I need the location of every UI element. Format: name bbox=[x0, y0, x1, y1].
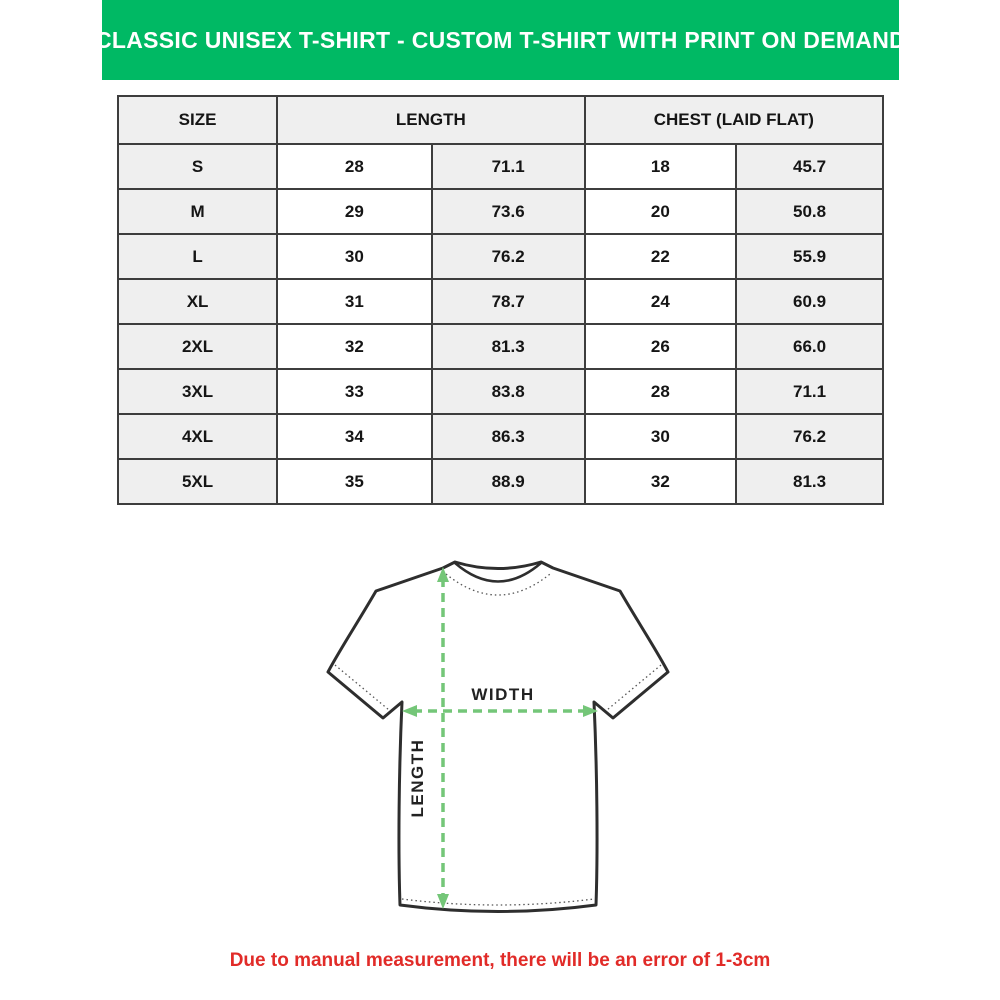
cell-chest-in: 24 bbox=[585, 279, 736, 324]
tshirt-body-outline bbox=[328, 562, 668, 912]
cell-chest-cm: 60.9 bbox=[736, 279, 883, 324]
length-label: LENGTH bbox=[408, 738, 427, 818]
product-banner bbox=[94, 0, 907, 80]
cell-length-cm: 81.3 bbox=[432, 324, 585, 369]
cell-length-in: 30 bbox=[277, 234, 432, 279]
cell-size: L bbox=[118, 234, 277, 279]
cell-size: 5XL bbox=[118, 459, 277, 504]
table-row bbox=[118, 144, 883, 189]
cell-size: 3XL bbox=[118, 369, 277, 414]
product-title: CLASSIC UNISEX T-SHIRT - CUSTOM T-SHIRT WITH PRINT ON DEMAND bbox=[94, 26, 907, 53]
width-label: WIDTH bbox=[471, 685, 535, 704]
cell-length-cm: 83.8 bbox=[432, 369, 585, 414]
table-row bbox=[118, 324, 883, 369]
table-header-row bbox=[118, 96, 883, 144]
cell-length-cm: 88.9 bbox=[432, 459, 585, 504]
measurement-disclaimer: Due to manual measurement, there will be an error of 1-3cm bbox=[229, 950, 771, 971]
tshirt-outline-drawing bbox=[325, 548, 675, 923]
column-header-length: LENGTH bbox=[277, 96, 585, 144]
cell-chest-in: 22 bbox=[585, 234, 736, 279]
cell-size: M bbox=[118, 189, 277, 234]
cell-size: 2XL bbox=[118, 324, 277, 369]
cell-length-in: 29 bbox=[277, 189, 432, 234]
cell-length-cm: 71.1 bbox=[432, 144, 585, 189]
column-header-chest: CHEST (LAID FLAT) bbox=[585, 96, 883, 144]
cell-length-in: 32 bbox=[277, 324, 432, 369]
cell-chest-in: 30 bbox=[585, 414, 736, 459]
cell-chest-in: 20 bbox=[585, 189, 736, 234]
cell-chest-in: 32 bbox=[585, 459, 736, 504]
table-row bbox=[118, 234, 883, 279]
cell-length-in: 31 bbox=[277, 279, 432, 324]
cell-size: XL bbox=[118, 279, 277, 324]
cell-length-cm: 73.6 bbox=[432, 189, 585, 234]
cell-length-cm: 86.3 bbox=[432, 414, 585, 459]
cell-chest-cm: 71.1 bbox=[736, 369, 883, 414]
cell-length-in: 35 bbox=[277, 459, 432, 504]
cell-chest-cm: 66.0 bbox=[736, 324, 883, 369]
table-row bbox=[118, 459, 883, 504]
cell-chest-in: 26 bbox=[585, 324, 736, 369]
cell-chest-cm: 55.9 bbox=[736, 234, 883, 279]
cell-chest-cm: 45.7 bbox=[736, 144, 883, 189]
cell-length-in: 28 bbox=[277, 144, 432, 189]
table-row bbox=[118, 414, 883, 459]
cell-chest-cm: 81.3 bbox=[736, 459, 883, 504]
cell-size: 4XL bbox=[118, 414, 277, 459]
table-row bbox=[118, 189, 883, 234]
cell-chest-in: 28 bbox=[585, 369, 736, 414]
cell-chest-in: 18 bbox=[585, 144, 736, 189]
table-row bbox=[118, 369, 883, 414]
cell-chest-cm: 50.8 bbox=[736, 189, 883, 234]
column-header-size: SIZE bbox=[118, 96, 277, 144]
tshirt-measurement-diagram bbox=[325, 548, 675, 923]
cell-length-in: 34 bbox=[277, 414, 432, 459]
cell-size: S bbox=[118, 144, 277, 189]
size-chart-table bbox=[117, 95, 884, 505]
cell-chest-cm: 76.2 bbox=[736, 414, 883, 459]
cell-length-cm: 78.7 bbox=[432, 279, 585, 324]
table-row bbox=[118, 279, 883, 324]
cell-length-in: 33 bbox=[277, 369, 432, 414]
cell-length-cm: 76.2 bbox=[432, 234, 585, 279]
